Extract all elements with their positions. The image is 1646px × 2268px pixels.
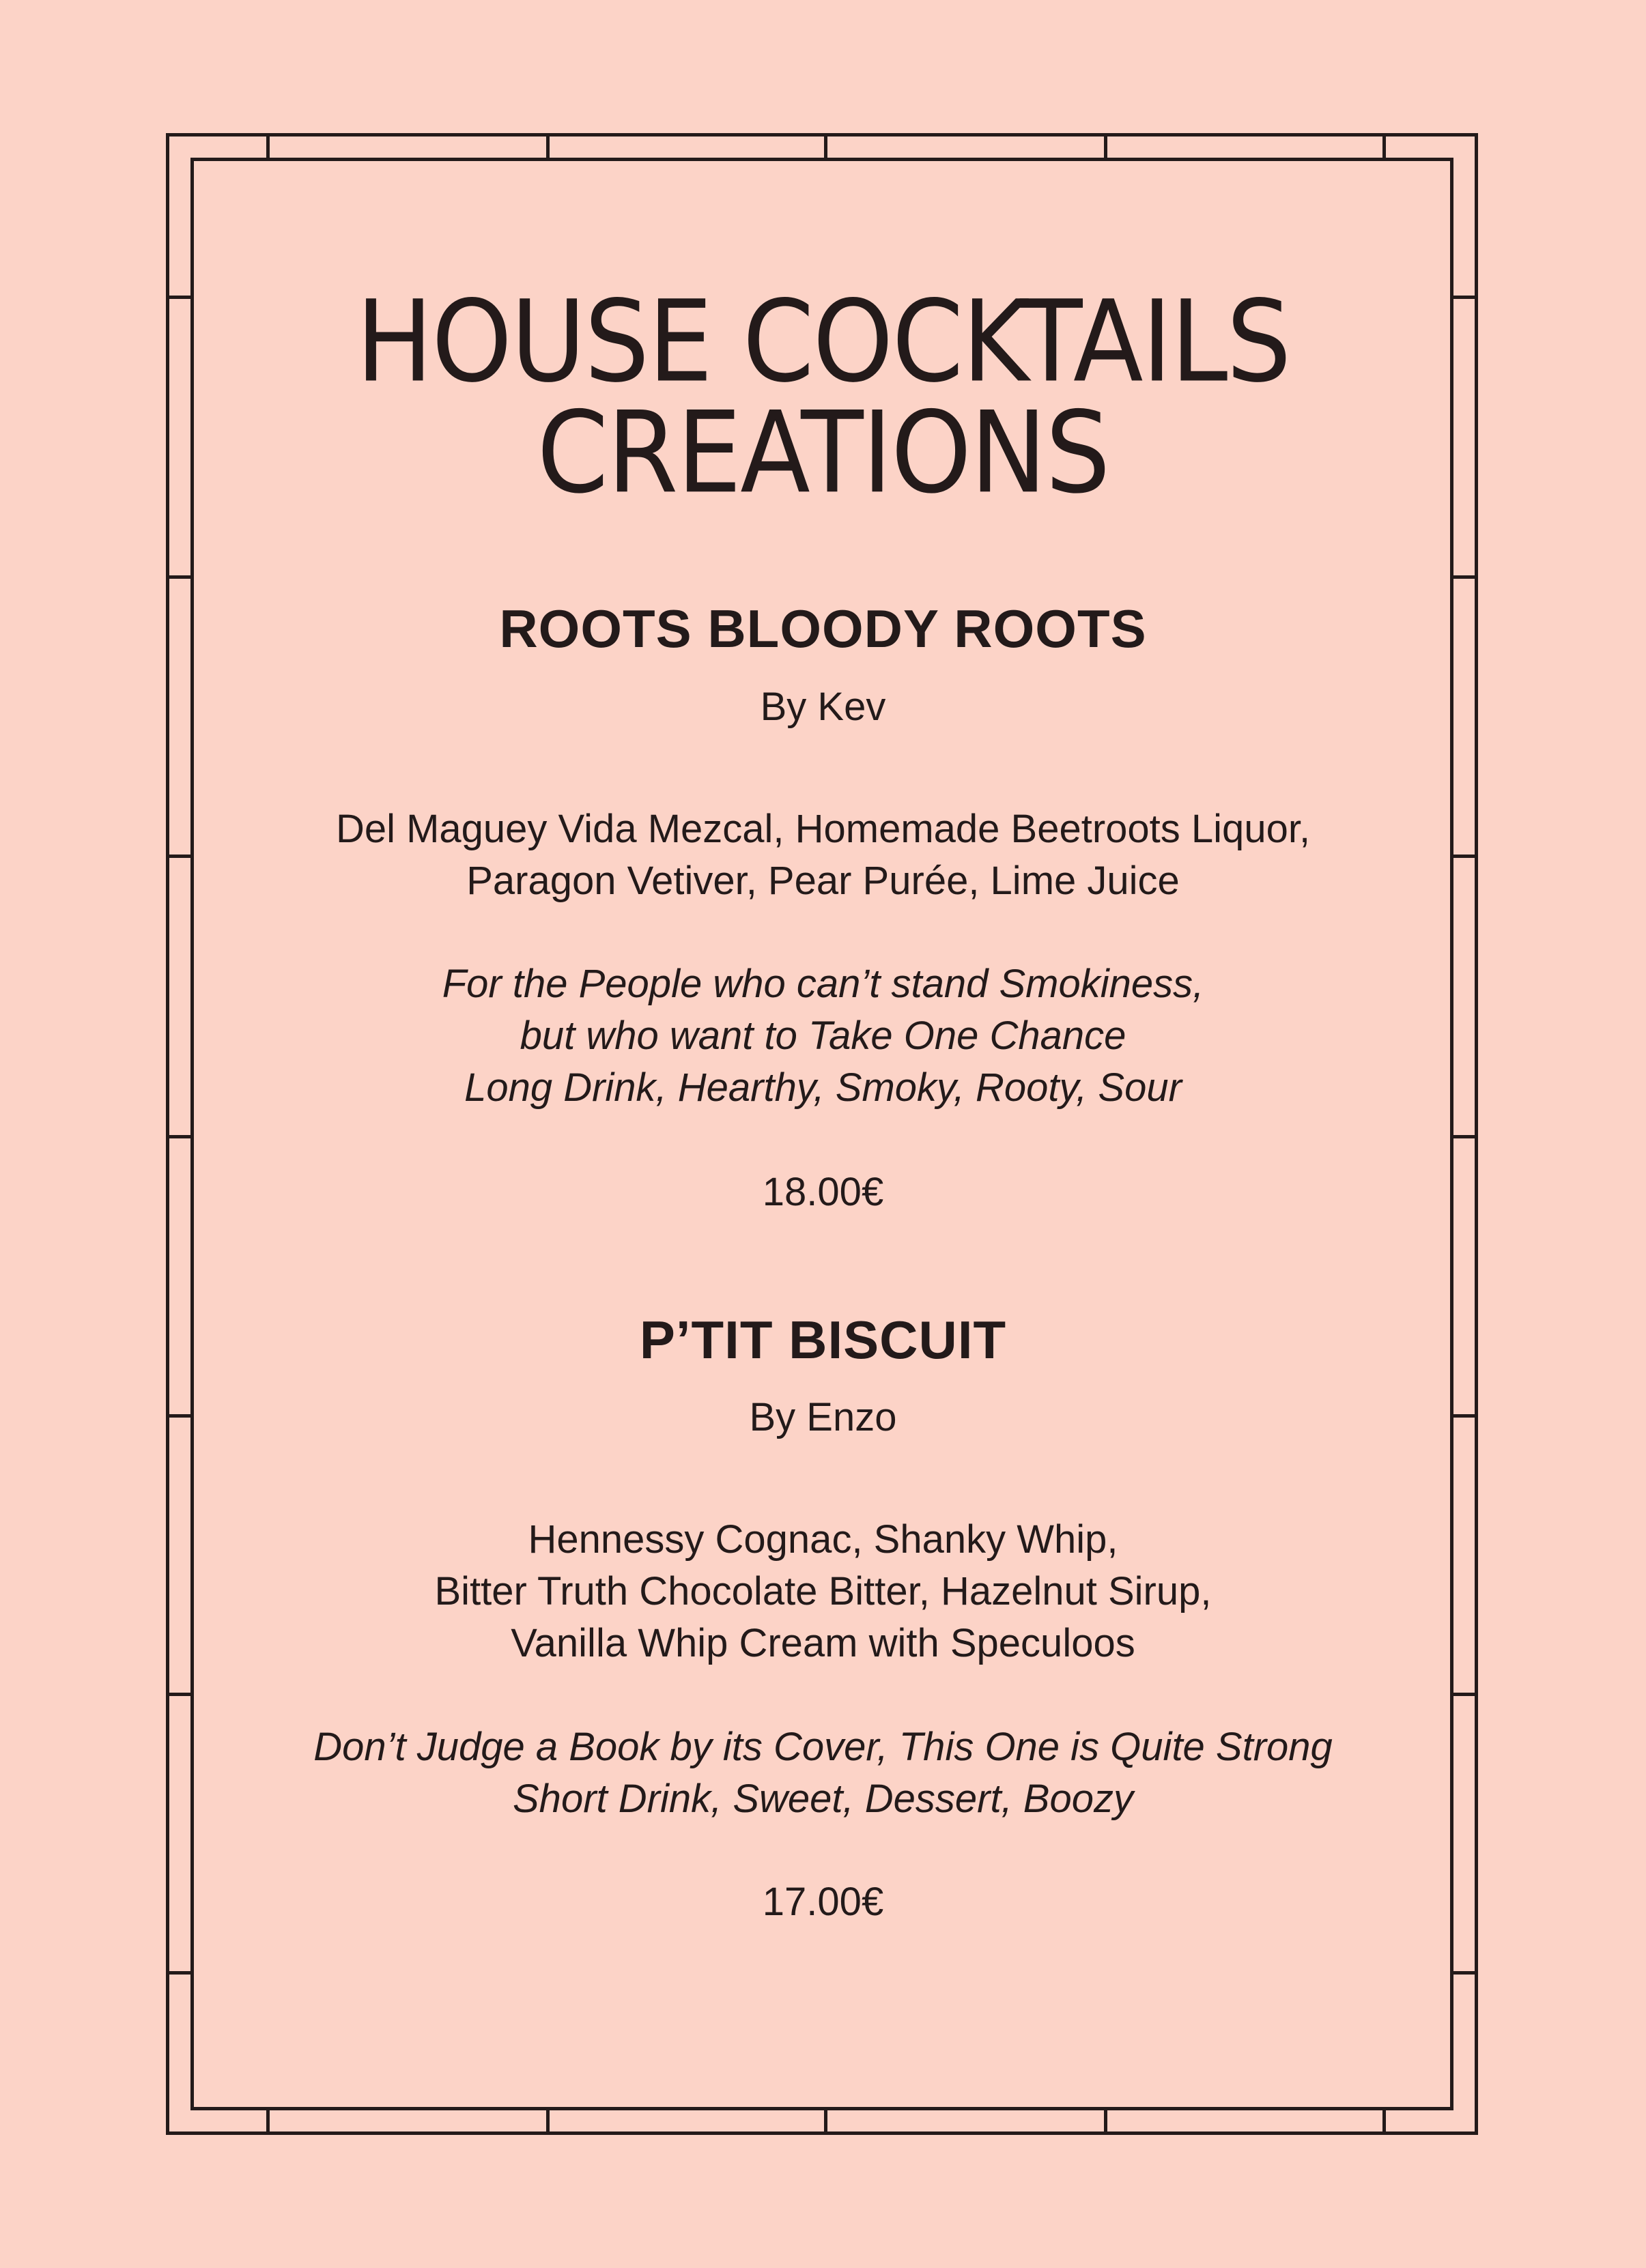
ingredients-line: Paragon Vetiver, Pear Purée, Lime Juice bbox=[466, 859, 1180, 903]
description-line: Short Drink, Sweet, Dessert, Boozy bbox=[513, 1777, 1133, 1821]
border-tick bbox=[1453, 1971, 1478, 1975]
border-tick bbox=[546, 2110, 550, 2135]
description-line: Long Drink, Hearthy, Smoky, Rooty, Sour bbox=[464, 1065, 1182, 1110]
border-tick bbox=[166, 1135, 190, 1138]
border-tick bbox=[1104, 133, 1107, 158]
border-tick bbox=[824, 133, 827, 158]
cocktail-name: P’TIT BISCUIT bbox=[639, 1310, 1007, 1370]
border-tick bbox=[1382, 2110, 1386, 2135]
border-tick bbox=[1453, 575, 1478, 579]
ingredients-line: Del Maguey Vida Mezcal, Homemade Beetroots Liquor, bbox=[335, 807, 1311, 851]
ingredients-line: Hennessy Cognac, Shanky Whip, bbox=[528, 1517, 1118, 1562]
cocktail-ingredients bbox=[0, 1514, 1646, 1669]
border-tick bbox=[166, 1693, 190, 1696]
cocktail-price: 18.00€ bbox=[762, 1170, 884, 1214]
cocktail-name: ROOTS BLOODY ROOTS bbox=[499, 599, 1147, 659]
border-tick bbox=[546, 133, 550, 158]
border-tick bbox=[1453, 1693, 1478, 1696]
cocktail-author: By Kev bbox=[760, 685, 886, 729]
border-tick bbox=[166, 1971, 190, 1975]
menu-title-line-1: HOUSE COCKTAILS bbox=[356, 276, 1290, 408]
border-tick bbox=[1453, 1135, 1478, 1138]
ingredients-line: Vanilla Whip Cream with Speculoos bbox=[511, 1621, 1135, 1665]
border-tick bbox=[824, 2110, 827, 2135]
cocktail-description bbox=[0, 1721, 1646, 1825]
description-line: but who want to Take One Chance bbox=[520, 1014, 1126, 1058]
border-tick bbox=[266, 2110, 270, 2135]
border-tick bbox=[1104, 2110, 1107, 2135]
border-tick bbox=[1382, 133, 1386, 158]
cocktail-description bbox=[0, 958, 1646, 1114]
menu-title-line-2: CREATIONS bbox=[537, 388, 1109, 519]
cocktail-author: By Enzo bbox=[749, 1395, 897, 1439]
border-tick bbox=[166, 575, 190, 579]
cocktail-price: 17.00€ bbox=[762, 1880, 884, 1924]
border-tick bbox=[266, 133, 270, 158]
menu-title bbox=[0, 276, 1646, 519]
cocktail-ingredients bbox=[0, 803, 1646, 907]
description-line: Don’t Judge a Book by its Cover, This One is Quite Strong bbox=[313, 1725, 1333, 1769]
ingredients-line: Bitter Truth Chocolate Bitter, Hazelnut Sirup, bbox=[434, 1569, 1212, 1613]
description-line: For the People who can’t stand Smokiness, bbox=[442, 962, 1204, 1006]
